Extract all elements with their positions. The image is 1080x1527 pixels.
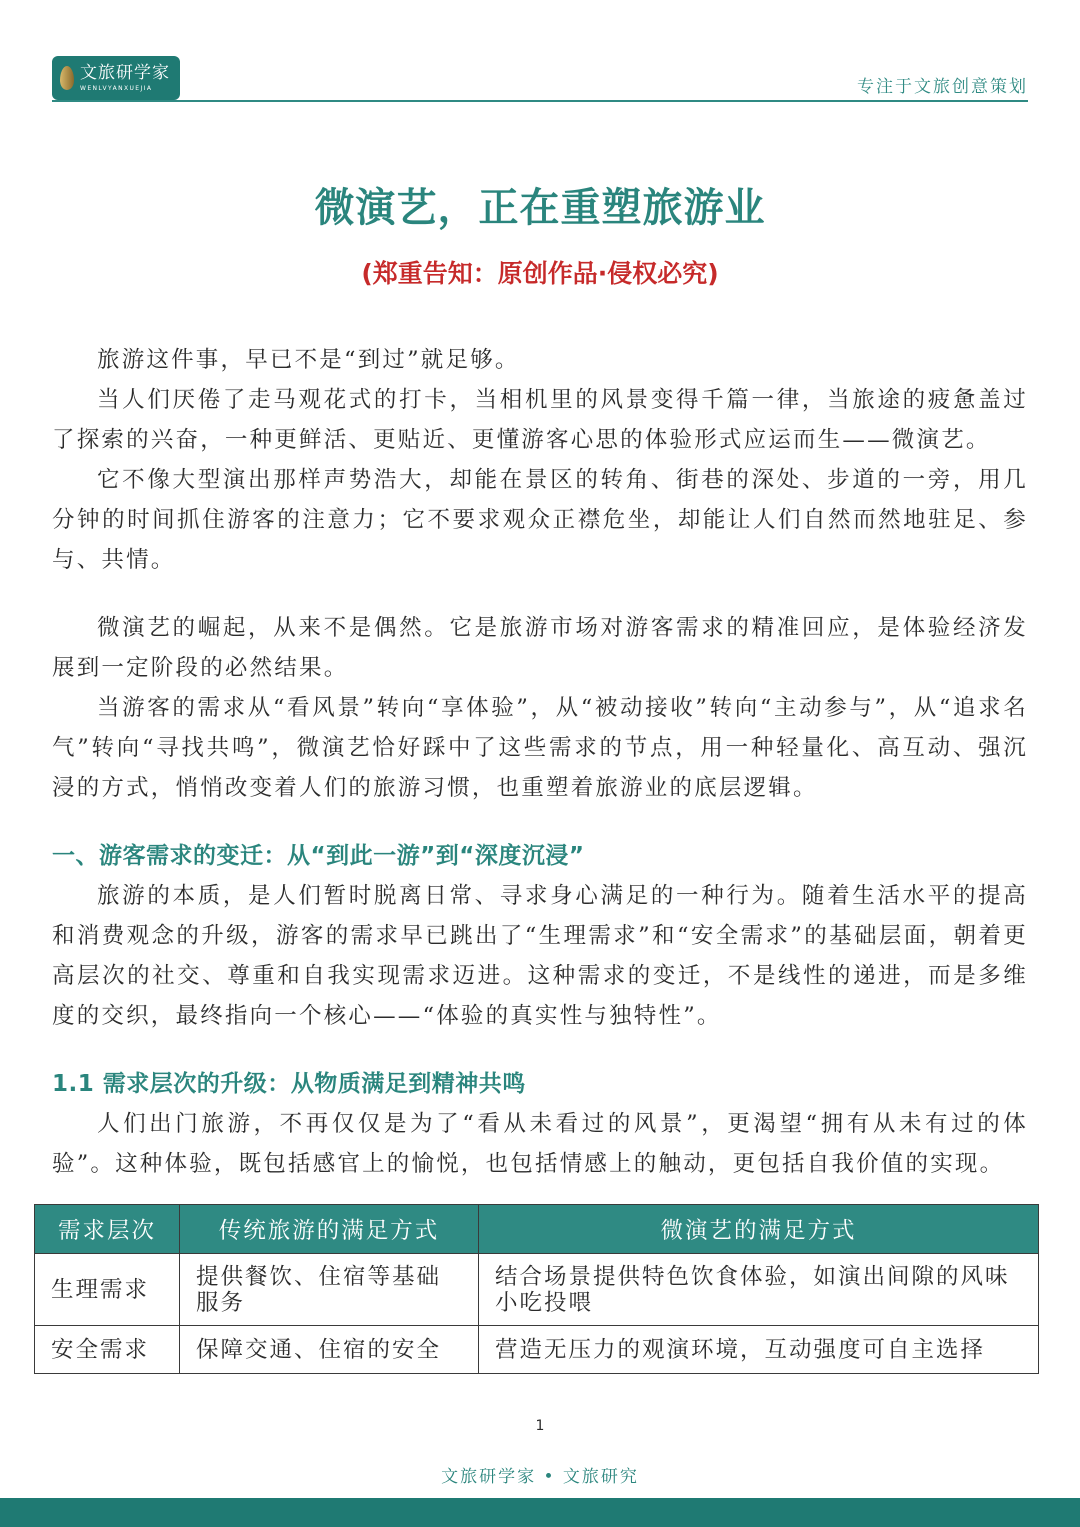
table-row [35,1326,1039,1374]
paragraph: 微演艺的崛起，从来不是偶然。它是旅游市场对游客需求的精准回应，是体验经济发展到一定阶段的必然结果。 [52,615,1028,681]
article-body [52,340,1028,1184]
subsection-heading: 1.1 需求层次的升级：从物质满足到精神共鸣 [52,1071,526,1097]
table-header-cell: 传统旅游的满足方式 [180,1205,479,1254]
table-header-cell: 微演艺的满足方式 [479,1205,1039,1254]
table-cell: 生理需求 [35,1254,180,1326]
table-header-cell: 需求层次 [35,1205,180,1254]
header-tagline: 专注于文旅创意策划 [857,77,1028,97]
paragraph: 它不像大型演出那样声势浩大，却能在景区的转角、街巷的深处、步道的一旁，用几分钟的时间抓住游客的注意力；它不要求观众正襟危坐，却能让人们自然而然地驻足、参与、共情。 [52,467,1028,573]
paragraph: 当游客的需求从“看风景”转向“享体验”，从“被动接收”转向“主动参与”，从“追求名气”转向“寻找共鸣”，微演艺恰好踩中了这些需求的节点，用一种轻量化、高互动、强沉浸的方式，悄悄改变着人们的旅游习惯，也重塑着旅游业的底层逻辑。 [52,695,1028,801]
brand-logo [52,56,180,100]
paragraph: 当人们厌倦了走马观花式的打卡，当相机里的风景变得千篇一律，当旅途的疲惫盖过了探索的兴奋，一种更鲜活、更贴近、更懂游客心思的体验形式应运而生——微演艺。 [52,387,1028,453]
paragraph: 旅游的本质，是人们暂时脱离日常、寻求身心满足的一种行为。随着生活水平的提高和消费观念的升级，游客的需求早已跳出了“生理需求”和“安全需求”的基础层面，朝着更高层次的社交、尊重和自我实现需求迈进。这种需求的变迁，不是线性的递进，而是多维度的交织，最终指向一个核心——“体验的真实性与独特性”。 [52,883,1028,1029]
page-number: 1 [535,1418,545,1434]
logo-name-cn: 文旅研学家 [80,62,170,83]
header-divider [52,100,1028,102]
section-heading: 一、游客需求的变迁：从“到此一游”到“深度沉浸” [52,843,585,869]
table-row [35,1254,1039,1326]
table-cell: 营造无压力的观演环境，互动强度可自主选择 [479,1326,1039,1374]
footer-text: 文旅研学家 • 文旅研究 [441,1467,639,1487]
page-title: 微演艺，正在重塑旅游业 [314,185,766,231]
table-cell: 安全需求 [35,1326,180,1374]
table-header-row [35,1205,1039,1254]
paragraph: 旅游这件事，早已不是“到过”就足够。 [97,347,520,373]
logo-name-en: WENLVYANXUEJIA [80,84,153,92]
footer-bar [0,1498,1080,1527]
copyright-notice: (郑重告知：原创作品·侵权必究) [361,259,719,288]
paragraph: 人们出门旅游，不再仅仅是为了“看从未看过的风景”，更渴望“拥有从未有过的体验”。这种体验，既包括感官上的愉悦，也包括情感上的触动，更包括自我价值的实现。 [52,1111,1028,1177]
demand-comparison-table [34,1204,1039,1374]
table-cell: 提供餐饮、住宿等基础服务 [180,1254,479,1326]
table-cell: 结合场景提供特色饮食体验，如演出间隙的风味小吃投喂 [479,1254,1039,1326]
table-cell: 保障交通、住宿的安全 [180,1326,479,1374]
leaf-icon [60,66,74,90]
